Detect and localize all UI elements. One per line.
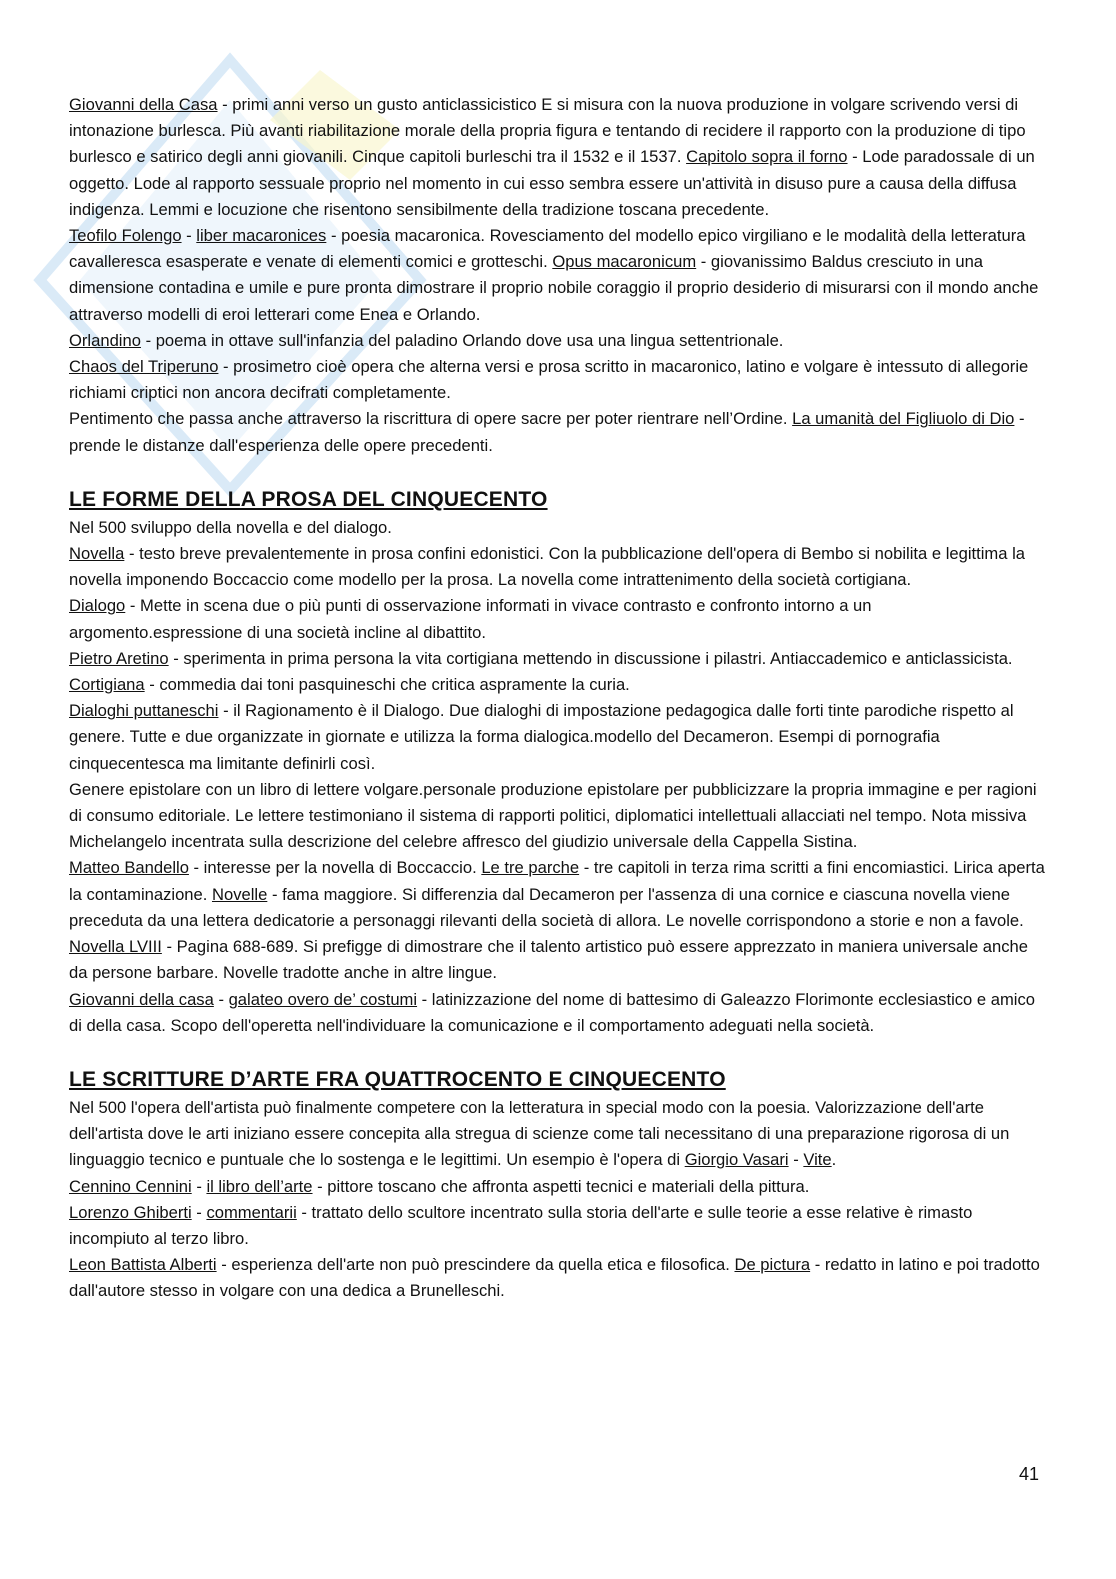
- text-run: - pittore toscano che affronta aspetti tecnici e materiali della pittura.: [312, 1176, 810, 1196]
- paragraph: [69, 515, 1047, 541]
- text-run: - testo breve prevalentemente in prosa confini edonistici. Con la pubblicazione dell'opera di Bembo si nobilita e legittima la novella imponendo Boccaccio come modello per la prosa. La novella come intrattenimento della società cortigiana.: [69, 544, 1026, 590]
- paragraph: [69, 92, 1047, 223]
- title-reference: Teofilo Folengo: [69, 226, 182, 246]
- paragraph: [69, 987, 1047, 1039]
- section-heading: LE SCRITTURE D’ARTE FRA QUATTROCENTO E CINQUECENTO: [69, 1067, 726, 1091]
- paragraph: [69, 777, 1047, 856]
- paragraph: [69, 223, 1047, 328]
- paragraph: [69, 541, 1047, 593]
- text-run: - il Ragionamento è il Dialogo. Due dialoghi di impostazione pedagogica dalle forti tinte parodiche rispetto al genere. Tutte e due organizzate in giornate e utilizza la forma dialogica.modello del Decameron. Esempi di pornografia cinquecentesca ma limitante definirli così.: [69, 701, 1014, 773]
- title-reference: Matteo Bandello: [69, 858, 189, 878]
- title-reference: il libro dell’arte: [206, 1176, 313, 1196]
- title-reference: commentarii: [206, 1202, 297, 1222]
- paragraph: [69, 593, 1047, 645]
- title-reference: Pietro Aretino: [69, 648, 169, 668]
- text-run: - poesia macaronica. Rovesciamento del modello epico virgiliano e le modalità della letteratura cavalleresca esasperate e venate di elementi comici e grotteschi.: [69, 226, 1026, 272]
- text-run: - redatto in latino e poi tradotto dall'autore stesso in volgare con una dedica a Brunelleschi.: [69, 1255, 1040, 1301]
- text-run: - sperimenta in prima persona la vita cortigiana mettendo in discussione i pilastri. Antiaccademico e anticlassicista.: [168, 648, 1013, 668]
- title-reference: Le tre parche: [481, 858, 580, 878]
- text-run: -: [213, 989, 229, 1009]
- title-reference: liber macaronices: [196, 226, 327, 246]
- title-reference: Cortigiana: [69, 675, 145, 695]
- text-run: Nel 500 l'opera dell'artista può finalmente competere con la letteratura in special modo con la poesia. Valorizzazione dell'arte dell'artista dove le arti iniziano essere concepita alla stregua di scienze come tali necessitano di una preparazione rigorosa di un linguaggio tecnico e puntuale che lo sostenga e le legittimi. Un esempio è l'opera di: [69, 1097, 1010, 1170]
- text-run: - tre capitoli in terza rima scritti a fini encomiastici. Lirica aperta la contaminazione.: [69, 858, 1045, 904]
- text-run: Nel 500 sviluppo della novella e del dialogo.: [69, 517, 392, 537]
- title-reference: Capitolo sopra il forno: [686, 147, 848, 167]
- paragraph: [69, 354, 1047, 406]
- text-run: -: [191, 1202, 207, 1222]
- text-run: -: [181, 226, 197, 246]
- section-gap: [69, 1039, 1047, 1065]
- text-run: - Pagina 688-689. Si prefigge di dimostrare che il talento artistico può essere apprezzato in maniera universale anche da persone barbare. Novelle tradotte anche in altre lingue.: [69, 937, 1028, 983]
- paragraph: [69, 646, 1047, 698]
- text-run: - commedia dai toni pasquineschi che critica aspramente la curia.: [144, 675, 630, 695]
- paragraph: [69, 698, 1047, 777]
- title-reference: Leon Battista Alberti: [69, 1255, 217, 1275]
- text-run: Genere epistolare con un libro di lettere volgare.personale produzione epistolare per pubblicizzare la propria immagine e per ragioni di consumo editoriale. Le lettere testimoniano il sistema di rapporti politici, diplomatici intellettuali allacciati nel tempo. Nota missiva Michelangelo incentrata sulla descrizione del celebre affresco del giudizio universale della Cappella Sistina.: [69, 779, 1037, 852]
- text-run: - esperienza dell'arte non può prescindere da quella etica e filosofica.: [216, 1255, 735, 1275]
- page-number: 41: [1018, 1464, 1039, 1484]
- title-reference: Novella LVIII: [69, 937, 162, 957]
- title-reference: Giovanni della casa: [69, 989, 214, 1009]
- title-reference: Giovanni della Casa: [69, 95, 218, 114]
- paragraph: [69, 328, 1047, 354]
- text-run: - poema in ottave sull'infanzia del paladino Orlando dove usa una lingua settentrionale.: [140, 330, 784, 350]
- section-heading: LE FORME DELLA PROSA DEL CINQUECENTO: [69, 487, 548, 511]
- paragraph: [69, 1095, 1047, 1174]
- title-reference: Cennino Cennini: [69, 1176, 192, 1196]
- title-reference: Dialoghi puttaneschi: [69, 701, 219, 721]
- title-reference: galateo overo de’ costumi: [228, 989, 418, 1009]
- text-run: .: [831, 1150, 837, 1170]
- paragraph: [69, 855, 1047, 986]
- paragraph: [69, 1174, 1047, 1200]
- document-page: [69, 92, 1047, 1305]
- text-run: - interesse per la novella di Boccaccio.: [188, 858, 482, 878]
- text-run: - latinizzazione del nome di battesimo di Galeazzo Florimonte ecclesiastico e amico di della casa. Scopo dell'operetta nell'individuare la comunicazione e il comportamento adeguati nella società.: [69, 989, 1036, 1035]
- paragraph: [69, 406, 1047, 458]
- section-gap: [69, 459, 1047, 485]
- title-reference: Novelle: [211, 884, 268, 904]
- title-reference: De pictura: [734, 1255, 811, 1275]
- title-reference: Opus macaronicum: [552, 252, 697, 272]
- text-run: - Lode paradossale di un oggetto. Lode al rapporto sessuale proprio nel momento in cui esso sembra essere un'attività in disuso pure a causa della diffusa indigenza. Lemmi e locuzione che risentono sensibilmente della tradizione toscana precedente.: [69, 147, 1035, 219]
- text-run: Pentimento che passa anche attraverso la riscrittura di opere sacre per poter rientrare nell’Ordine.: [69, 409, 793, 429]
- title-reference: La umanità del Figliuolo di Dio: [792, 409, 1015, 429]
- text-run: -: [191, 1176, 207, 1196]
- title-reference: Dialogo: [69, 596, 126, 616]
- paragraph: [69, 1200, 1047, 1252]
- title-reference: Novella: [69, 544, 125, 564]
- title-reference: Orlandino: [69, 330, 141, 350]
- paragraph: [69, 1252, 1047, 1304]
- text-run: - trattato dello scultore incentrato sulla storia dell'arte e sulle teorie a esse relative è rimasto incompiuto al terzo libro.: [69, 1202, 973, 1248]
- text-run: - giovanissimo Baldus cresciuto in una dimensione contadina e umile e pure pronta dimostrare il proprio nobile coraggio il proprio desiderio di misurarsi con il mondo anche attraverso modelli di eroi letterari come Enea e Orlando.: [69, 252, 1039, 324]
- text-run: - prosimetro cioè opera che alterna versi e prosa scritto in macaronico, latino e volgare è intessuto di allegorie richiami criptici non ancora decifrati completamente.: [69, 357, 1029, 403]
- title-reference: Lorenzo Ghiberti: [69, 1202, 192, 1222]
- title-reference: Vite: [803, 1150, 832, 1170]
- title-reference: Chaos del Triperuno: [69, 357, 219, 377]
- text-run: - prende le distanze dall'esperienza delle opere precedenti.: [69, 409, 1025, 455]
- text-run: - Mette in scena due o più punti di osservazione informati in vivace contrasto e confronto intorno a un argomento.espressione di una società incline al dibattito.: [69, 596, 872, 642]
- text-run: - primi anni verso un gusto anticlassicistico E si misura con la nuova produzione in volgare scrivendo versi di intonazione burlesca. Più avanti riabilitazione morale della propria figura e tentando di recidere il rapporto con la produzione di tipo burlesco e satirico degli anni giovanili. Cinque capitoli burleschi tra il 1532 e il 1537.: [69, 95, 1026, 167]
- text-run: -: [788, 1150, 804, 1170]
- text-run: - fama maggiore. Si differenzia dal Decameron per l'assenza di una cornice e ciascuna novella viene preceduta da una lettera dedicatorie a personaggi rilevanti della società di allora. Le novelle corrispondono a storie e non a favole.: [69, 884, 1024, 930]
- title-reference: Giorgio Vasari: [684, 1150, 789, 1170]
